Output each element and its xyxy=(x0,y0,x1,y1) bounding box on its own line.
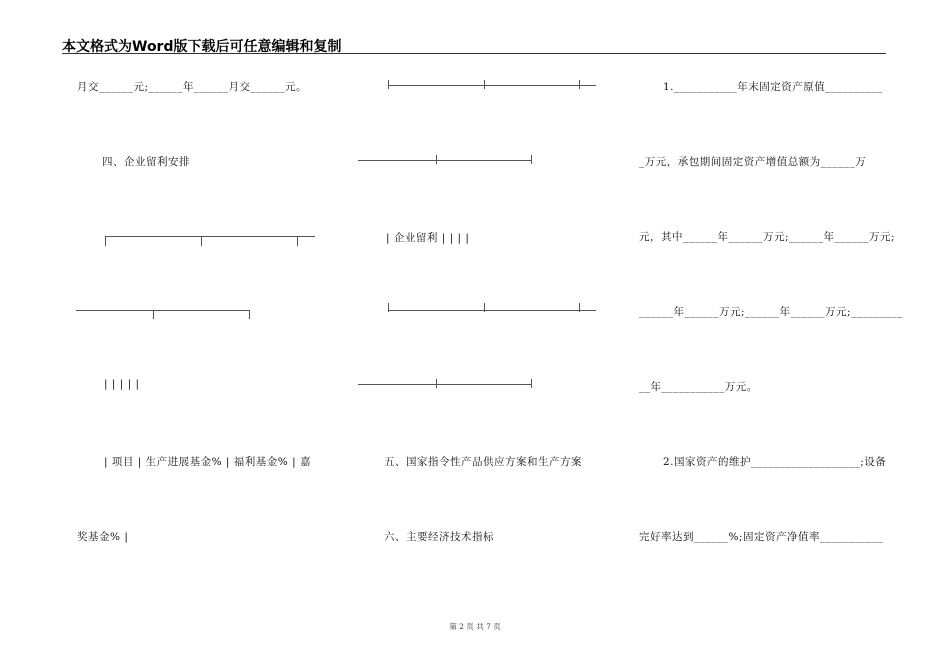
table-tick xyxy=(201,236,202,246)
page-number: 第 2 页 共 7 页 xyxy=(449,622,501,631)
table-tick xyxy=(388,303,389,312)
fixed-assets-line-5: __年___________万元。 xyxy=(639,381,758,393)
table-tick xyxy=(436,155,437,164)
section-5-heading: 五、国家指令性产品供应方案和生产方案 xyxy=(384,456,582,468)
table-tick xyxy=(579,80,580,89)
fixed-assets-line-4: ______年______万元;______年______万元;_________ xyxy=(639,306,903,318)
table-tick xyxy=(388,80,389,89)
header-rule xyxy=(62,53,886,54)
retained-profit-cell: | 企业留利 | | | | xyxy=(386,232,470,244)
table-tick xyxy=(531,379,532,388)
table-rule xyxy=(358,160,531,161)
table-header-row-continued: 奖基金% | xyxy=(77,531,129,543)
asset-maintenance-line-2: 完好率达到______%;固定资产净值率___________ xyxy=(639,531,884,543)
asset-maintenance-line-1: 2.国家资产的维护___________________;设备 xyxy=(663,456,887,468)
table-tick xyxy=(153,310,154,319)
table-tick xyxy=(531,155,532,164)
table-rule xyxy=(388,310,596,311)
table-tick xyxy=(105,236,106,246)
table-header-row: | 项目 | 生产进展基金% | 福利基金% | 嘉 xyxy=(104,456,311,468)
table-rule xyxy=(76,310,249,311)
table-bars: | | | | | xyxy=(104,378,140,390)
table-tick xyxy=(484,303,485,312)
fixed-assets-line-2: _万元，承包期间固定资产增值总额为______万 xyxy=(639,156,867,168)
section-6-heading: 六、主要经济技术指标 xyxy=(384,531,494,543)
table-tick xyxy=(249,310,250,319)
section-4-heading: 四、企业留利安排 xyxy=(102,156,190,168)
fixed-assets-line-3: 元，其中______年______万元;______年______万元; xyxy=(639,231,896,243)
table-rule xyxy=(105,236,315,237)
table-rule xyxy=(358,384,531,385)
table-tick xyxy=(484,80,485,89)
payment-line: 月交______元;______年______月交______元。 xyxy=(77,81,308,93)
fixed-assets-line-1: 1.___________年末固定资产原值__________ xyxy=(663,81,883,93)
document-header-title: 本文格式为Word版下载后可任意编辑和复制 xyxy=(62,39,342,55)
table-tick xyxy=(579,303,580,312)
table-rule xyxy=(388,85,596,86)
table-tick xyxy=(297,236,298,246)
table-tick xyxy=(436,379,437,388)
